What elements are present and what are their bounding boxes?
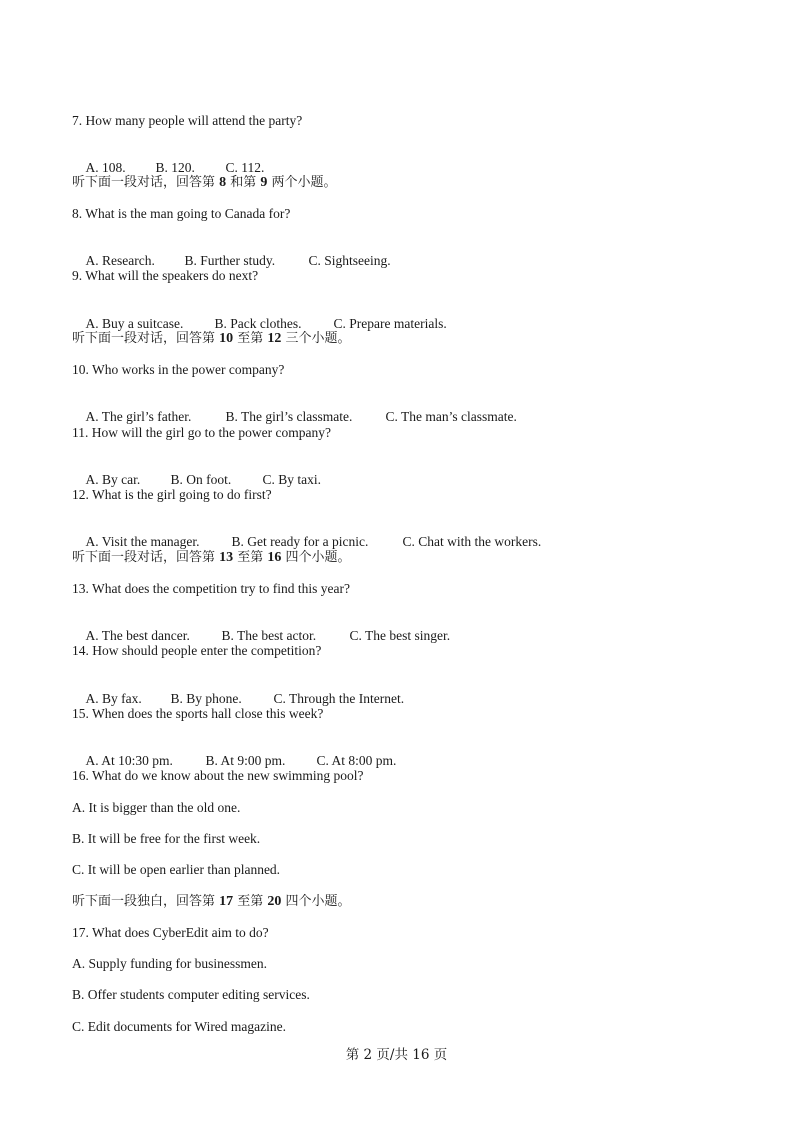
option-b: B. 120. (155, 160, 195, 175)
question-15: 15. When does the sports hall close this week? (72, 706, 324, 721)
option-a: A. Visit the manager. (85, 534, 200, 549)
page-footer: 第 2 页/共 16 页 (345, 1047, 448, 1063)
option-b: B. By phone. (170, 691, 242, 706)
option-b: B. Pack clothes. (214, 316, 302, 331)
section-instruction-8-9: 听下面一段对话，回答第 8 和第 9 两个小题。 (72, 175, 337, 190)
option-a: A. Buy a suitcase. (85, 316, 184, 331)
option-b: B. On foot. (170, 472, 232, 487)
question-14: 14. How should people enter the competition? (72, 643, 322, 658)
question-8: 8. What is the man going to Canada for? (72, 206, 291, 221)
option-c: C. 112. (225, 160, 265, 175)
option-b: B. Further study. (184, 253, 276, 268)
option-16-c: C. It will be open earlier than planned. (72, 862, 281, 877)
question-7: 7. How many people will attend the party? (72, 113, 303, 128)
option-b: B. The best actor. (221, 628, 317, 643)
option-c: C. Through the Internet. (273, 691, 405, 706)
option-a: A. The best dancer. (85, 628, 190, 643)
option-16-a: A. It is bigger than the old one. (72, 800, 241, 815)
option-17-b: B. Offer students computer editing services. (72, 987, 310, 1002)
option-c: C. Sightseeing. (308, 253, 391, 268)
option-c: C. The man’s classmate. (385, 409, 517, 424)
option-c: C. The best singer. (349, 628, 451, 643)
option-a: A. At 10:30 pm. (85, 753, 173, 768)
section-instruction-17-20: 听下面一段独白，回答第 17 至第 20 四个小题。 (72, 894, 351, 909)
option-a: A. The girl’s father. (85, 409, 192, 424)
option-17-a: A. Supply funding for businessmen. (72, 956, 267, 971)
question-13: 13. What does the competition try to find this year? (72, 581, 350, 596)
option-a: A. 108. (85, 160, 126, 175)
question-12: 12. What is the girl going to do first? (72, 487, 272, 502)
option-17-c: C. Edit documents for Wired magazine. (72, 1019, 287, 1034)
option-b: B. Get ready for a picnic. (231, 534, 369, 549)
option-c: C. Prepare materials. (333, 316, 447, 331)
question-16: 16. What do we know about the new swimming pool? (72, 768, 364, 783)
option-b: B. At 9:00 pm. (205, 753, 286, 768)
option-a: A. By car. (85, 472, 141, 487)
option-a: A. Research. (85, 253, 155, 268)
option-a: A. By fax. (85, 691, 142, 706)
option-c: C. At 8:00 pm. (316, 753, 397, 768)
option-16-b: B. It will be free for the first week. (72, 831, 261, 846)
section-instruction-13-16: 听下面一段对话，回答第 13 至第 16 四个小题。 (72, 550, 351, 565)
question-9: 9. What will the speakers do next? (72, 268, 259, 283)
question-17: 17. What does CyberEdit aim to do? (72, 925, 269, 940)
question-10: 10. Who works in the power company? (72, 362, 285, 377)
option-c: C. By taxi. (262, 472, 322, 487)
option-c: C. Chat with the workers. (402, 534, 542, 549)
option-b: B. The girl’s classmate. (225, 409, 353, 424)
section-instruction-10-12: 听下面一段对话，回答第 10 至第 12 三个小题。 (72, 331, 351, 346)
question-11: 11. How will the girl go to the power company? (72, 425, 331, 440)
